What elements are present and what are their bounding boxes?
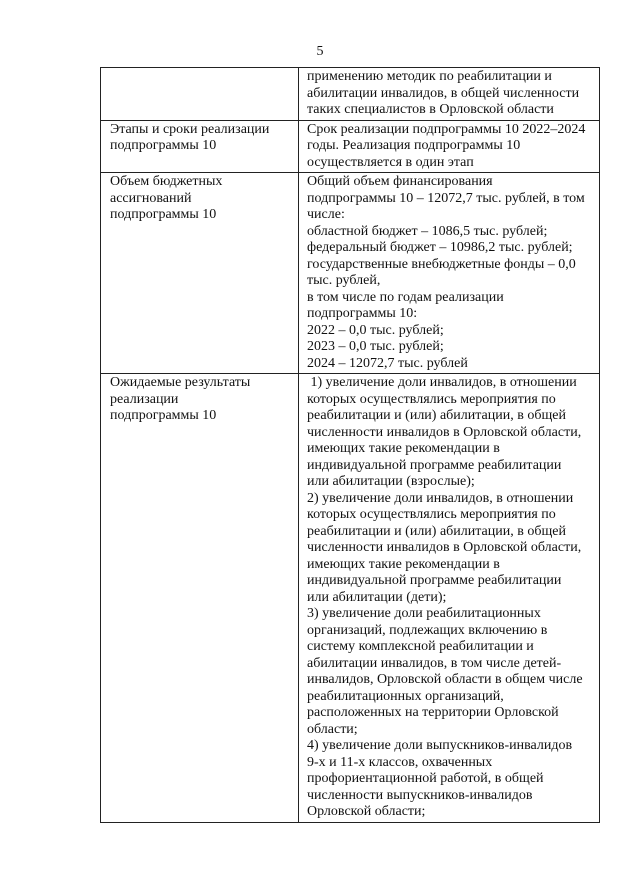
text-line: абилитации инвалидов, в общей численности [307, 85, 580, 101]
text-line: которых осуществлялись мероприятия по [307, 391, 556, 407]
text-line: 1) увеличение доли инвалидов, в отношении [307, 375, 577, 390]
text-line: подпрограммы 10 [110, 207, 217, 222]
text-line: Общий объем финансирования [307, 174, 493, 189]
passport-table [100, 67, 600, 823]
text-line: 3) увеличение доли реабилитационных [307, 606, 541, 621]
text-line: федеральный бюджет – 10986,2 тыс. рублей; [307, 240, 573, 255]
text-line: 2024 – 12072,7 тыс. рублей [307, 355, 468, 371]
text-line: индивидуальной программе реабилитации [307, 573, 562, 588]
text-line: числе: [307, 207, 345, 222]
text-line: применению методик по реабилитации и [307, 69, 552, 84]
text-line: 2022 – 0,0 тыс. рублей; [307, 322, 444, 338]
text-line: Срок реализации подпрограммы 10 2022–2024 [307, 121, 586, 137]
text-line: имеющих такие рекомендации в [307, 441, 500, 456]
text-line: расположенных на территории Орловской [307, 705, 559, 720]
text-line: Орловской области; [307, 804, 426, 819]
text-line: реабилитации и (или) абилитации, в общей [307, 408, 566, 423]
text-line: подпрограммы 10 – 12072,7 тыс. рублей, в том [307, 190, 585, 206]
text-line: реабилитационных организаций, [307, 688, 504, 704]
text-line: областной бюджет – 1086,5 тыс. рублей; [307, 223, 548, 239]
text-line: Ожидаемые результаты [110, 375, 251, 390]
text-line: абилитации инвалидов, в том числе детей- [307, 655, 562, 671]
text-line: годы. Реализация подпрограммы 10 [307, 138, 521, 153]
text-line: 9-х и 11-х классов, охваченных [307, 754, 493, 770]
text-line: реабилитации и (или) абилитации, в общей [307, 523, 566, 539]
text-line: осуществляется в один этап [307, 154, 474, 170]
row-label-stages [101, 120, 299, 173]
text-line: 4) увеличение доли выпускников-инвалидов [307, 738, 573, 753]
text-line: численности инвалидов в Орловской области, [307, 424, 582, 440]
text-line: подпрограммы 10 [110, 138, 217, 153]
text-line: которых осуществлялись мероприятия по [307, 507, 556, 522]
text-line: или абилитации (дети); [307, 589, 447, 605]
text-line: Этапы и сроки реализации [110, 121, 270, 137]
text-line: в том числе по годам реализации [307, 289, 504, 305]
text-line: организаций, подлежащих включению в [307, 622, 548, 638]
text-line: Объем бюджетных [110, 174, 223, 189]
text-line: ассигнований [110, 190, 192, 206]
row-label-budget [101, 173, 299, 374]
row-label-results [101, 374, 299, 823]
text-line: области; [307, 721, 358, 737]
table-row-results [101, 374, 600, 823]
text-line: численности инвалидов в Орловской области, [307, 540, 582, 555]
text-line: тыс. рублей, [307, 273, 381, 288]
table-row-stages [101, 120, 600, 173]
row-value-continuation [299, 68, 600, 121]
text-line: реализации [110, 391, 179, 407]
row-value-stages [299, 120, 600, 173]
page-number: 5 [316, 44, 324, 59]
row-value-results [299, 374, 600, 823]
text-line: подпрограммы 10 [110, 408, 217, 423]
text-line: профориентационной работой, в общей [307, 771, 544, 786]
text-line: государственные внебюджетные фонды – 0,0 [307, 256, 576, 272]
row-label-empty [101, 68, 299, 121]
text-line: 2023 – 0,0 тыс. рублей; [307, 339, 444, 354]
text-line: подпрограммы 10: [307, 306, 418, 321]
text-line: или абилитации (взрослые); [307, 474, 475, 489]
text-line: инвалидов, Орловской области в общем числе [307, 672, 583, 687]
text-line: имеющих такие рекомендации в [307, 556, 500, 572]
text-line: 2) увеличение доли инвалидов, в отношении [307, 490, 574, 506]
table-row-continuation [101, 68, 600, 121]
text-line: систему комплексной реабилитации и [307, 639, 534, 654]
text-line: таких специалистов в Орловской области [307, 102, 554, 117]
text-line: численности выпускников-инвалидов [307, 787, 533, 803]
row-value-budget [299, 173, 600, 374]
text-line: индивидуальной программе реабилитации [307, 457, 562, 473]
table-row-budget [101, 173, 600, 374]
